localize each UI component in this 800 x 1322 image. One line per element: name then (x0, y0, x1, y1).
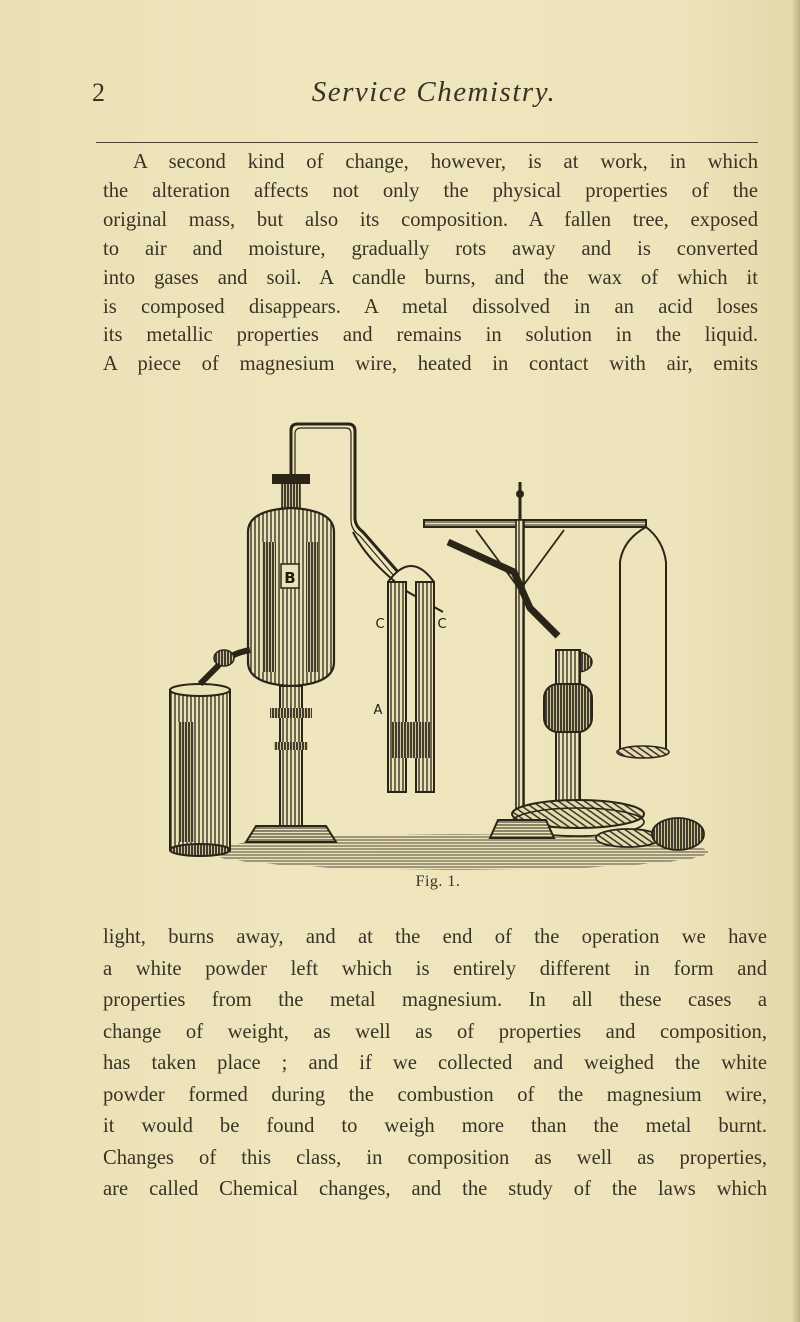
label-b: B (284, 569, 296, 587)
text-line: change of weight, as well as of properties and composition, (103, 1020, 767, 1043)
page-number: 2 (92, 78, 105, 107)
running-title: Service Chemistry. (311, 76, 557, 108)
label-c-right: C (437, 617, 447, 632)
text-line: original mass, but also its composition. A fallen tree, exposed (103, 208, 758, 231)
paragraph-bottom (103, 922, 767, 1206)
text-line: to air and moisture, gradually rots away and is converted (103, 237, 758, 260)
u-tube-apparatus (353, 532, 447, 792)
text-line: the alteration affects not only the physical properties of the (103, 179, 758, 202)
header-rule (96, 142, 758, 143)
figure-apparatus-engraving (158, 422, 710, 874)
text-line: are called Chemical changes, and the study of the laws which (103, 1178, 767, 1200)
text-line: light, burns away, and at the end of the operation we have (103, 926, 767, 948)
text-line: has taken place ; and if we collected and weighed the white (103, 1052, 767, 1074)
text-line: Changes of this class, in composition as well as properties, (103, 1146, 767, 1169)
label-c-left: C (375, 617, 385, 632)
label-a: A (373, 703, 383, 718)
figure-caption: Fig. 1. (415, 873, 461, 890)
text-line: properties from the metal magnesium. In all these cases a (103, 989, 767, 1011)
page-edge-shadow (792, 0, 800, 1322)
gas-jar-left (170, 684, 230, 856)
balance-stand (424, 482, 704, 850)
text-line: into gases and soil. A candle burns, and the wax of which it (103, 266, 758, 289)
text-line: a white powder left which is entirely different in form and (103, 957, 767, 980)
text-line: A second kind of change, however, is at work, in which (133, 151, 758, 173)
paragraph-top (103, 148, 758, 379)
text-line: powder formed during the combustion of the magnesium wire, (103, 1083, 767, 1106)
text-line: it would be found to weigh more than the metal burnt. (103, 1115, 767, 1137)
text-line: is composed disappears. A metal dissolved in an acid loses (103, 295, 758, 318)
text-line: its metallic properties and remains in solution in the liquid. (103, 324, 758, 347)
text-line: A piece of magnesium wire, heated in contact with air, emits (103, 353, 758, 376)
